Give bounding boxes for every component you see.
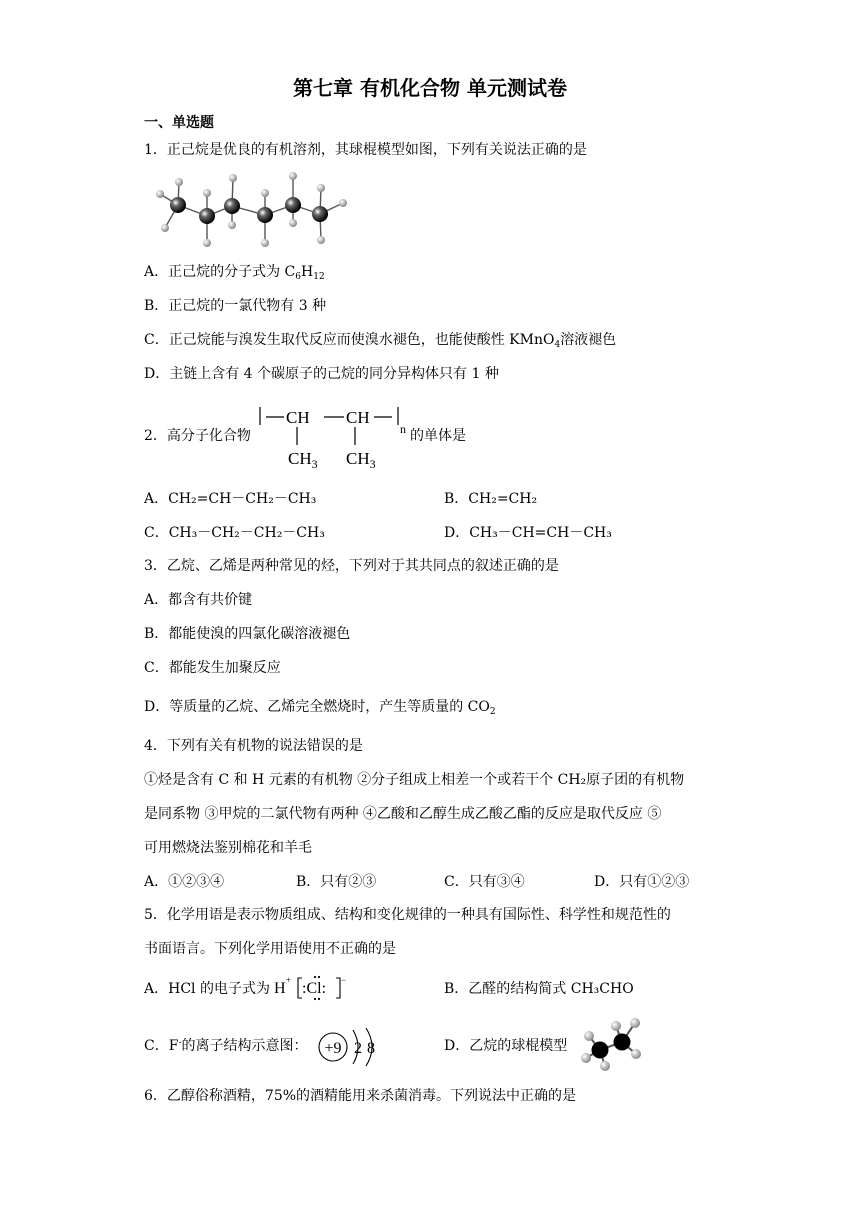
poly-ch-2: CH [346, 408, 370, 427]
q5-option-d: D．乙烷的球棍模型 [444, 1038, 568, 1054]
q4-option-b: B．只有②③ [296, 874, 377, 890]
q4-statements-line-1: ①烃是含有 C 和 H 元素的有机物 ②分子组成上相差一个或若干个 CH₂原子团的有机物 [144, 772, 685, 788]
polymer-structure [258, 403, 408, 471]
question-1-stem: 1．正己烷是优良的有机溶剂，其球棍模型如图，下列有关说法正确的是 [144, 142, 587, 158]
q2-option-d: D．CH₃－CH=CH－CH₃ [444, 525, 612, 541]
q1-option-a: A．正己烷的分子式为 $C_6H_{12}$ [144, 264, 325, 282]
question-2-stem-post: 的单体是 [410, 428, 466, 444]
q1-option-b: B．正己烷的一氯代物有 3 种 [144, 298, 327, 314]
question-5-stem-line-2: 书面语言。下列化学用语使用不正确的是 [144, 941, 396, 957]
hexane-ball-stick-model [150, 168, 360, 253]
q2-option-a: A．CH₂=CH－CH₂－CH₃ [144, 491, 317, 507]
q4-statements-line-2: 是同系物 ③甲烷的二氯代物有两种 ④乙酸和乙醇生成乙酸乙酯的反应是取代反应 ⑤ [144, 806, 662, 822]
question-4-stem: 4．下列有关有机物的说法错误的是 [144, 738, 363, 754]
ethane-ball-stick-model [580, 1014, 646, 1072]
formula-h: H [274, 980, 286, 997]
formula-cl: :Cl: [302, 980, 327, 997]
q3-option-c: C．都能发生加聚反应 [144, 660, 281, 676]
formula-plus: + [286, 975, 292, 985]
q5-option-c: C．F-的离子结构示意图： [144, 1038, 308, 1054]
page-title: 第七章 有机化合物 单元测试卷 [293, 76, 567, 100]
formula-minus: − [341, 975, 347, 985]
question-2-stem-pre: 2．高分子化合物 [144, 428, 251, 444]
poly-ch3-1: $CH_3$ [288, 449, 318, 471]
q4-statements-line-3: 可用燃烧法鉴别棉花和羊毛 [144, 840, 312, 856]
q2-option-b: B．CH₂=CH₂ [444, 491, 538, 507]
section-heading: 一、单选题 [144, 115, 214, 131]
q5-option-a: A．HCl 的电子式为 [144, 981, 270, 997]
q3-option-d: D．等质量的乙烷、乙烯完全燃烧时，产生等质量的 $CO_2$ [144, 699, 496, 717]
poly-ch-1: CH [286, 408, 310, 427]
q4-option-d: D．只有①②③ [594, 874, 690, 890]
poly-ch3-2: $CH_3$ [346, 449, 376, 471]
q3-option-b: B．都能使溴的四氯化碳溶液褪色 [144, 626, 351, 642]
shell-1-electrons: 2 [354, 1040, 362, 1057]
q1-option-c: C．正己烷能与溴发生取代反应而使溴水褪色，也能使酸性 KMnO$_4$溶液褪色 [144, 332, 617, 350]
q5-option-b: B．乙醛的结构简式 CH₃CHO [444, 981, 634, 997]
poly-n: n [400, 422, 406, 436]
question-3-stem: 3．乙烷、乙烯是两种常见的烃，下列对于其共同点的叙述正确的是 [144, 558, 559, 574]
question-5-stem-line-1: 5．化学用语是表示物质组成、结构和变化规律的一种具有国际性、科学性和规范性的 [144, 907, 671, 923]
q4-option-c: C．只有③④ [444, 874, 525, 890]
q1-option-d: D．主链上含有 4 个碳原子的己烷的同分异构体只有 1 种 [144, 366, 499, 382]
question-6-stem: 6．乙醇俗称酒精，75%的酒精能用来杀菌消毒。下列说法中正确的是 [144, 1088, 577, 1104]
shell-2-electrons: 8 [367, 1040, 375, 1057]
fluoride-ion-structure-diagram [316, 1024, 386, 1070]
hcl-electron-formula [274, 974, 354, 1004]
nucleus-charge: +9 [324, 1040, 342, 1057]
q2-option-c: C．CH₃－CH₂－CH₂－CH₃ [144, 525, 325, 541]
q4-option-a: A．①②③④ [144, 874, 225, 890]
q3-option-a: A．都含有共价键 [144, 592, 253, 608]
